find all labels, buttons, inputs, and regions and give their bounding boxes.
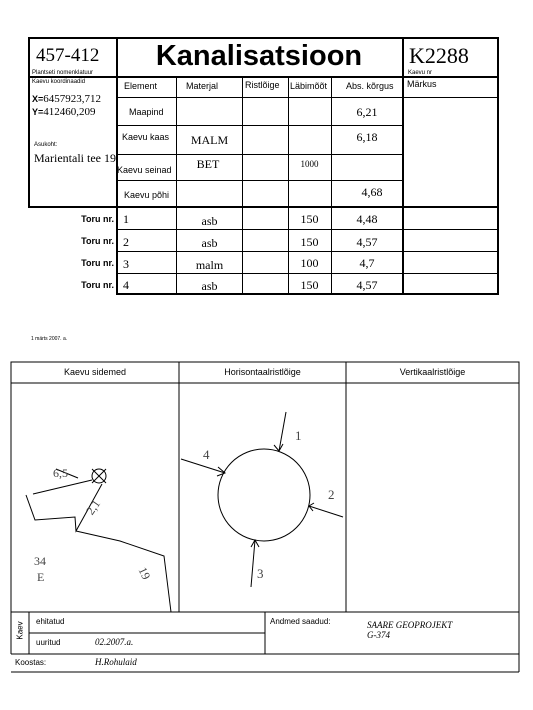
pipe-material: asb (201, 279, 218, 293)
author-value: H.Rohulaid (95, 657, 137, 667)
pipe-abs: 4,7 (359, 256, 375, 270)
pipe-no: 4 (123, 278, 129, 292)
pipe-row-label: Toru nr. (81, 236, 114, 246)
coords-label: Kaevu koordinaadid (32, 79, 86, 85)
location-value: Marientali tee 19 (34, 151, 116, 165)
col-header-element: Element (124, 81, 158, 91)
pipe-no: 3 (123, 257, 129, 271)
x-label: X= (32, 94, 44, 104)
pipe-diameter: 100 (300, 256, 319, 270)
location-label: Asukoht: (34, 142, 58, 148)
panel-title-connections: Kaevu sidemed (63, 367, 127, 377)
data-from-code: G-374 (367, 630, 390, 640)
element-row-label: Maapind (129, 107, 164, 117)
measured-label: uuritud (36, 638, 61, 647)
element-row-abs: 6,21 (356, 105, 378, 119)
element-row-label: Kaevu kaas (122, 132, 170, 142)
sketch-label: 19 (135, 564, 154, 582)
panel-title-horizontal: Horisontaalristlõige (224, 367, 301, 377)
col-header-section: Ristlõige (245, 80, 280, 90)
pipe-abs: 4,57 (356, 235, 378, 249)
element-row-material: MALM (190, 133, 229, 147)
col-header-material: Materjal (186, 81, 219, 91)
y-value: 412460,209 (43, 106, 96, 118)
pipe-row-label: Toru nr. (81, 258, 114, 268)
page-title: Kanalisatsioon (155, 40, 363, 72)
pipe-material: asb (201, 236, 218, 250)
sketch-label: 34 (34, 554, 46, 568)
col-header-diameter: Läbimõõt (290, 81, 328, 91)
sketch-label: 2,1 (83, 497, 104, 518)
x-value: 6457923,712 (43, 93, 102, 105)
col-header-abs: Abs. kõrgus (346, 81, 394, 91)
pipe-abs: 4,57 (356, 278, 378, 292)
col-header-note: Märkus (407, 79, 437, 89)
pipe-row-label: Toru nr. (81, 280, 114, 290)
author-label: Koostas: (15, 658, 47, 667)
sketch-label: 1 (295, 428, 302, 443)
well-no-label: Kaevu nr (408, 70, 433, 76)
panel-title-vertical: Vertikaalristlõige (399, 367, 466, 377)
element-row-label: Kaevu seinad (117, 165, 172, 175)
pipe-diameter: 150 (300, 278, 319, 292)
pipe-row-label: Toru nr. (81, 214, 114, 224)
element-row-label: Kaevu põhi (124, 190, 170, 200)
element-row-abs: 6,18 (356, 130, 378, 144)
sketch-label: E (37, 570, 45, 584)
element-row-abs: 4,68 (361, 185, 383, 199)
element-row-material: BET (196, 157, 220, 171)
measured-value: 02.2007.a. (95, 637, 134, 647)
pipe-material: asb (201, 214, 218, 228)
connections-sketch (26, 469, 171, 612)
sketch-label: 2 (328, 487, 335, 502)
date-note: 1 märts 2007. a. (31, 336, 68, 342)
pipe-abs: 4,48 (356, 212, 378, 226)
nomenclature-label: Plantseti nomenklatuur (32, 70, 94, 76)
data-from-value: SAARE GEOPROJEKT (367, 620, 453, 630)
sketch-label: 3 (257, 566, 264, 581)
sketch-label: 4 (203, 447, 210, 462)
pipe-diameter: 150 (300, 212, 319, 226)
nomenclature-value: 457-412 (36, 45, 100, 66)
well-no-value: K2288 (409, 43, 469, 68)
pipe-diameter: 150 (300, 235, 319, 249)
well-circle (218, 449, 310, 541)
built-label: ehitatud (36, 617, 65, 626)
element-row-diameter: 1000 (300, 159, 319, 169)
side-label: Kaev (15, 621, 25, 640)
pipe-material: malm (195, 258, 224, 272)
y-label: Y= (32, 107, 44, 117)
pipe-no: 2 (123, 235, 129, 249)
horizontal-section-sketch (181, 412, 343, 587)
data-from-label: Andmed saadud: (270, 617, 331, 626)
pipe-no: 1 (123, 212, 129, 226)
sketch-label: 6,5 (53, 466, 68, 480)
